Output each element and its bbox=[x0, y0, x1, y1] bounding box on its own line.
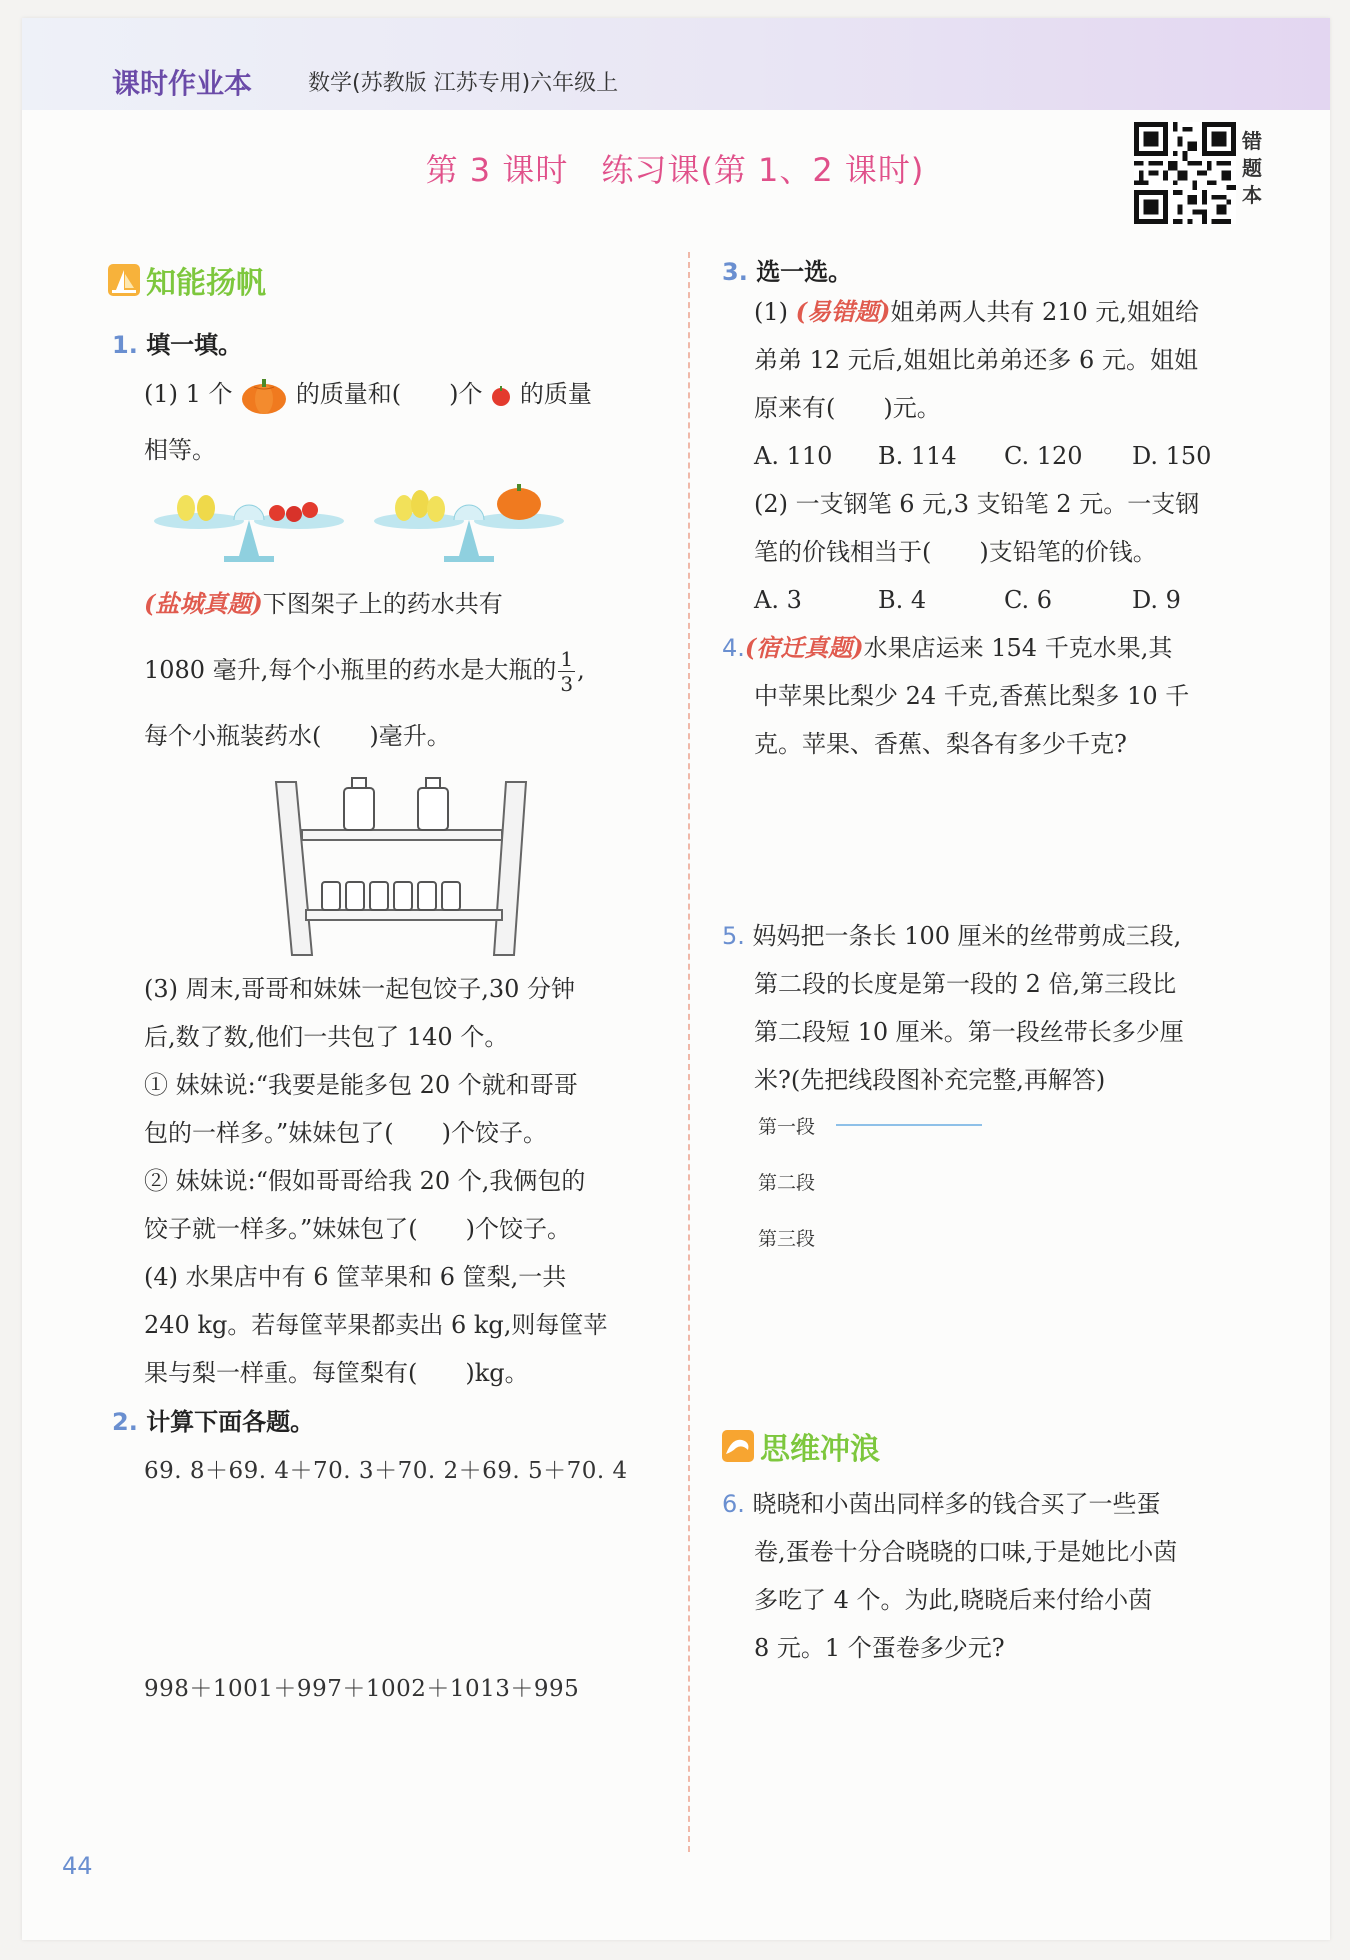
option-b[interactable]: B. 4 bbox=[878, 586, 927, 614]
question-source-tag: (盐城真题) bbox=[144, 589, 263, 618]
apple-icon bbox=[490, 385, 512, 407]
q3-part1-options bbox=[754, 432, 1274, 480]
page-number: 44 bbox=[62, 1852, 93, 1880]
q6-line3: 多吃了 4 个。为此,晓晓后来付给小茵 bbox=[754, 1586, 1153, 1614]
question-source-tag: (宿迁真题) bbox=[744, 633, 864, 662]
brand-title: 课时作业本 bbox=[112, 67, 253, 100]
text: 的质量 bbox=[519, 380, 592, 408]
option-a[interactable]: A. 110 bbox=[754, 442, 833, 470]
q3-heading bbox=[722, 252, 852, 287]
q3-part2-line2: 笔的价钱相当于( )支铅笔的价钱。 bbox=[754, 538, 1157, 566]
q5-line2: 第二段的长度是第一段的 2 倍,第三段比 bbox=[754, 970, 1177, 998]
question-source-tag: (易错题) bbox=[795, 297, 891, 326]
balance-scales-illustration bbox=[154, 478, 654, 578]
q1-part3-line6: 饺子就一样多。”妹妹包了( )个饺子。 bbox=[144, 1215, 571, 1243]
sail-icon bbox=[108, 264, 140, 296]
q4-line2: 中苹果比梨少 24 千克,香蕉比梨多 10 千 bbox=[754, 682, 1190, 710]
q3-part2-line1: (2) 一支钢笔 6 元,3 支铅笔 2 元。一支钢 bbox=[754, 490, 1200, 518]
fraction-numerator: 1 bbox=[560, 647, 574, 671]
segment-label-3: 第三段 bbox=[758, 1228, 816, 1250]
scale-right bbox=[374, 484, 564, 562]
option-c[interactable]: C. 6 bbox=[1004, 586, 1053, 614]
q3-part1-line1: (1) (易错题)姐弟两人共有 210 元,姐姐给 bbox=[754, 297, 1200, 326]
q4-line3: 克。苹果、香蕉、梨各有多少千克? bbox=[754, 730, 1127, 758]
q5-line1 bbox=[722, 912, 1302, 960]
scale-left bbox=[154, 495, 344, 562]
option-c[interactable]: C. 120 bbox=[1004, 442, 1083, 470]
segment-line-1[interactable] bbox=[836, 1124, 982, 1126]
text: (1) 1 个 bbox=[144, 380, 233, 408]
q3-part2-options bbox=[754, 576, 1274, 624]
q1-part4-line2: 240 kg。若每筐苹果都卖出 6 kg,则每筐苹 bbox=[144, 1311, 608, 1339]
q1-part3-line5: ② 妹妹说:“假如哥哥给我 20 个,我俩包的 bbox=[144, 1167, 586, 1195]
q6-line2: 卷,蛋卷十分合晓晓的口味,于是她比小茵 bbox=[754, 1538, 1178, 1566]
text: 姐弟两人共有 210 元,姐姐给 bbox=[890, 298, 1200, 326]
q1-part1 bbox=[144, 370, 664, 418]
q1-part4-line3: 果与梨一样重。每筐梨有( )kg。 bbox=[144, 1359, 529, 1387]
text: 妈妈把一条长 100 厘米的丝带剪成三段, bbox=[752, 922, 1182, 950]
segment-label-2: 第二段 bbox=[758, 1172, 816, 1194]
question-title: 填一填。 bbox=[146, 331, 243, 359]
q1-heading bbox=[112, 325, 242, 360]
q1-part3-line3: ① 妹妹说:“我要是能多包 20 个就和哥哥 bbox=[144, 1071, 578, 1099]
question-number: 1. bbox=[112, 331, 138, 359]
section-heading-left bbox=[108, 258, 266, 302]
question-title: 选一选。 bbox=[756, 258, 853, 286]
qr-label-char: 题 bbox=[1242, 156, 1262, 180]
q1-part3-line2: 后,数了数,他们一共包了 140 个。 bbox=[144, 1023, 509, 1051]
text: 晓晓和小茵出同样多的钱合买了一些蛋 bbox=[752, 1490, 1161, 1518]
q5-line3: 第二段短 10 厘米。第一段丝带长多少厘 bbox=[754, 1018, 1184, 1046]
option-d[interactable]: D. 9 bbox=[1132, 586, 1181, 614]
q1-part2-line2 bbox=[144, 646, 684, 696]
segment-label-1: 第一段 bbox=[758, 1116, 816, 1138]
qr-label-char: 错 bbox=[1242, 129, 1262, 153]
question-title: 计算下面各题。 bbox=[146, 1408, 315, 1436]
question-number: 3. bbox=[722, 258, 748, 286]
q1-part3-line1: (3) 周末,哥哥和妹妹一起包饺子,30 分钟 bbox=[144, 975, 576, 1003]
book-subtitle: 数学(苏教版 江苏专用)六年级上 bbox=[308, 71, 619, 96]
pumpkin-icon bbox=[240, 377, 288, 415]
qr-label bbox=[1242, 128, 1268, 209]
section-title: 思维冲浪 bbox=[760, 1432, 880, 1467]
question-number: 2. bbox=[112, 1408, 138, 1436]
section-title: 知能扬帆 bbox=[146, 266, 266, 301]
qr-code-icon[interactable] bbox=[1134, 122, 1236, 224]
fraction-denominator: 3 bbox=[560, 672, 574, 696]
q1-part3-line4: 包的一样多。”妹妹包了( )个饺子。 bbox=[144, 1119, 547, 1147]
qr-label-char: 本 bbox=[1242, 183, 1262, 207]
column-divider bbox=[688, 252, 690, 1852]
medicine-shelf-illustration bbox=[266, 770, 536, 960]
text: , bbox=[577, 656, 585, 684]
fraction bbox=[558, 647, 575, 696]
option-b[interactable]: B. 114 bbox=[878, 442, 957, 470]
q6-line1 bbox=[722, 1480, 1302, 1528]
question-number: 4. bbox=[722, 634, 745, 662]
option-d[interactable]: D. 150 bbox=[1132, 442, 1212, 470]
q2-heading bbox=[112, 1402, 314, 1437]
text: 下图架子上的药水共有 bbox=[262, 590, 503, 618]
option-a[interactable]: A. 3 bbox=[754, 586, 802, 614]
q5-line4: 米?(先把线段图补充完整,再解答) bbox=[754, 1066, 1106, 1094]
text: 1080 毫升,每个小瓶里的药水是大瓶的 bbox=[144, 656, 557, 684]
wave-icon bbox=[722, 1430, 754, 1462]
calc-expression-2: 998＋1001＋997＋1002＋1013＋995 bbox=[144, 1676, 580, 1702]
calc-expression-1: 69. 8＋69. 4＋70. 3＋70. 2＋69. 5＋70. 4 bbox=[144, 1458, 628, 1484]
lesson-title: 第 3 课时 练习课(第 1、2 课时) bbox=[425, 151, 925, 189]
q4-line1 bbox=[722, 624, 1302, 672]
q1-part2-line3: 每个小瓶装药水( )毫升。 bbox=[144, 722, 451, 750]
section-heading-right bbox=[722, 1424, 880, 1468]
q3-part1-line3: 原来有( )元。 bbox=[754, 394, 941, 422]
q1-part1-line2: 相等。 bbox=[144, 436, 216, 464]
q1-part2-line1 bbox=[144, 580, 664, 628]
question-number: 6. bbox=[722, 1490, 745, 1518]
q6-line4: 8 元。1 个蛋卷多少元? bbox=[754, 1634, 1005, 1662]
text: 水果店运来 154 千克水果,其 bbox=[863, 634, 1173, 662]
q1-part4-line1: (4) 水果店中有 6 筐苹果和 6 筐梨,一共 bbox=[144, 1263, 567, 1291]
text: 的质量和( )个 bbox=[295, 380, 483, 408]
q3-part1-line2: 弟弟 12 元后,姐姐比弟弟还多 6 元。姐姐 bbox=[754, 346, 1198, 374]
question-number: 5. bbox=[722, 922, 745, 950]
